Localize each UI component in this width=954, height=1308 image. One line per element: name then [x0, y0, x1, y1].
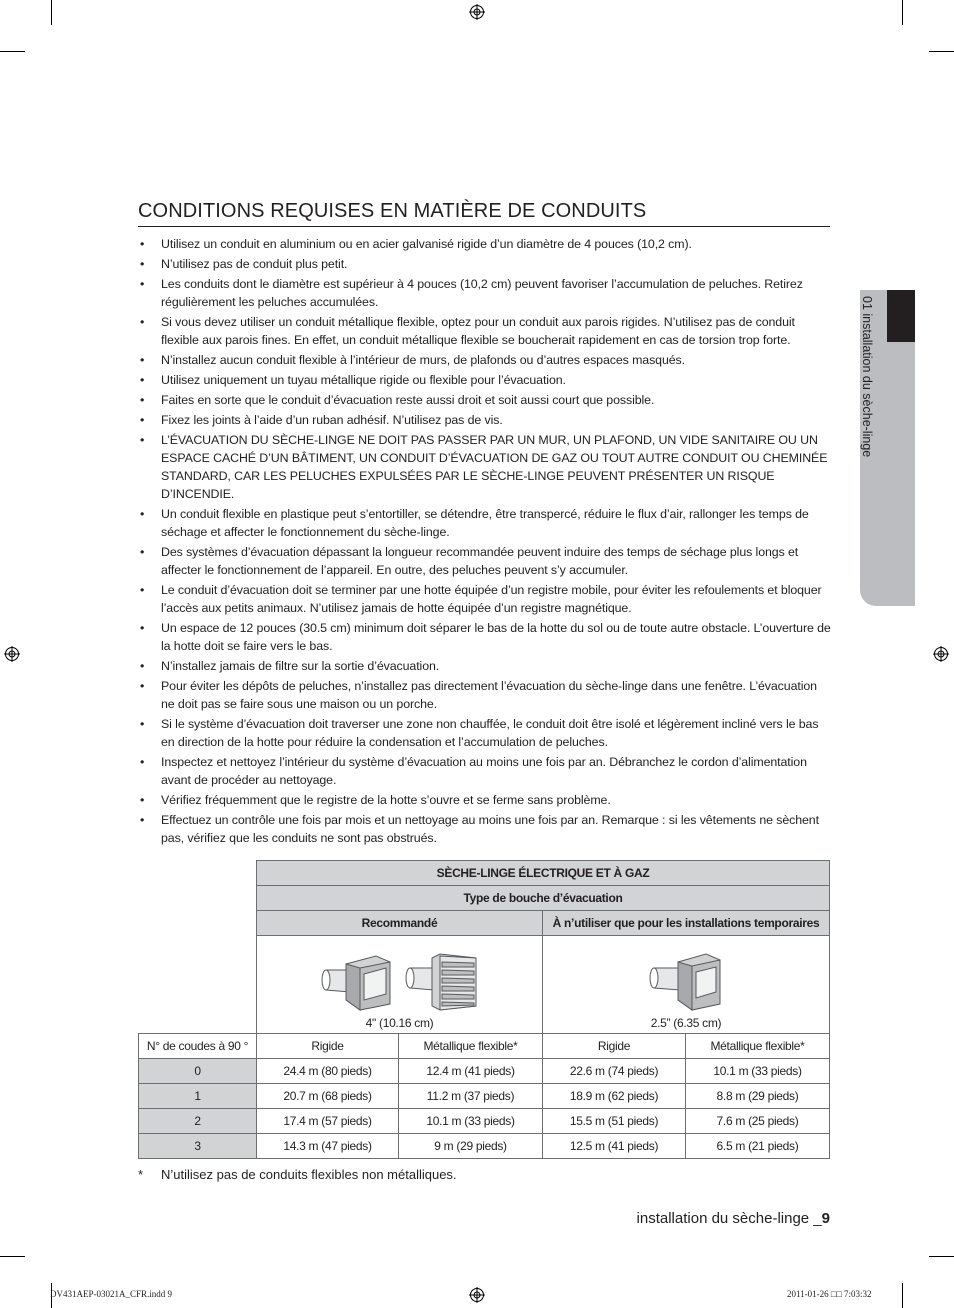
table-row: [139, 1134, 830, 1159]
list-item-text: N’utilisez pas de conduit plus petit.: [161, 257, 348, 271]
bullet-icon: •: [140, 315, 145, 329]
list-item: [138, 431, 832, 503]
list-item-text: Un espace de 12 pouces (30.5 cm) minimum doit séparer le bas de la hotte du sol ou de toute autre obstacle. L’ouverture de la hotte doit se faire vers le bas.: [161, 621, 831, 653]
list-item: [138, 255, 832, 273]
size-temporary: 2.5” (6.35 cm): [650, 1016, 722, 1030]
table-cell: 15.5 m (51 pieds): [543, 1109, 686, 1134]
bullet-icon: •: [140, 373, 145, 387]
table-cell: 20.7 m (68 pieds): [257, 1084, 399, 1109]
elbow-count: 2: [139, 1109, 257, 1134]
registration-mark-icon: [933, 646, 949, 662]
table-cell: 18.9 m (62 pieds): [543, 1084, 686, 1109]
bullet-icon: •: [140, 755, 145, 769]
bullet-icon: •: [140, 237, 145, 251]
temporary-hood-cell: [543, 936, 830, 1034]
bullet-icon: •: [140, 257, 145, 271]
vent-length-table: [138, 860, 830, 1159]
bullet-icon: •: [140, 679, 145, 693]
bullet-icon: •: [140, 659, 145, 673]
crop-mark: [51, 0, 52, 25]
crop-mark: [0, 51, 25, 52]
table-corner: [139, 911, 257, 936]
list-item: [138, 791, 832, 809]
list-item: [138, 657, 832, 675]
table-cell: 10.1 m (33 pieds): [686, 1059, 830, 1084]
table-cell: 11.2 m (37 pieds): [399, 1084, 543, 1109]
size-recommended: 4" (10.16 cm): [365, 1016, 434, 1030]
table-cell: 9 m (29 pieds): [399, 1134, 543, 1159]
bullet-icon: •: [140, 393, 145, 407]
recommended-hoods-cell: [257, 936, 543, 1034]
footnote-mark: *: [138, 1167, 144, 1182]
list-item: [138, 371, 832, 389]
table-cell: 10.1 m (33 pieds): [399, 1109, 543, 1134]
list-item-text: Effectuez un contrôle une fois par mois et un nettoyage au moins une fois par an. Remarque : si les vêtements ne sèchent pas, vérifiez que les conduits ne sont pas obstrués.: [161, 813, 819, 845]
date-slug: 2011-01-26 □□ 7:03:32: [787, 1289, 872, 1299]
list-item: [138, 619, 832, 655]
elbow-count: 3: [139, 1134, 257, 1159]
folio-text: installation du sèche-linge _: [636, 1210, 822, 1227]
list-item: [138, 543, 832, 579]
crop-mark: [902, 1283, 903, 1308]
table-cell: 12.4 m (41 pieds): [399, 1059, 543, 1084]
table-row: [139, 1109, 830, 1134]
table-row: [139, 1059, 830, 1084]
crop-mark: [0, 1256, 25, 1257]
table-row: [139, 1084, 830, 1109]
list-item-text: Si le système d’évacuation doit traverser une zone non chauffée, le conduit doit être isolé et légèrement incliné vers le bas en direction de la hotte pour réduire la condensation et l’accumulation de peluches.: [161, 717, 819, 749]
table-corner: [139, 936, 257, 1034]
footnote: [138, 1167, 457, 1182]
col-temporary: À n’utiliser que pour les installations temporaires: [543, 911, 830, 936]
footnote-text: N’utilisez pas de conduits flexibles non métalliques.: [161, 1167, 457, 1182]
table-cell: 8.8 m (29 pieds): [686, 1084, 830, 1109]
table-cell: 12.5 m (41 pieds): [543, 1134, 686, 1159]
table-cell: 6.5 m (21 pieds): [686, 1134, 830, 1159]
table-corner: [139, 886, 257, 911]
file-slug: DV431AEP-03021A_CFR.indd 9: [50, 1289, 173, 1299]
louvered-hood-icon: [320, 948, 396, 1012]
list-item: [138, 313, 832, 349]
list-item-text: Inspectez et nettoyez l’intérieur du système d’évacuation au moins une fois par an. Débranchez le cordon d’alimentation avant de procéder au nettoyage.: [161, 755, 807, 787]
row-header-label: N° de coudes à 90 °: [139, 1034, 257, 1059]
sub-header: Rigide: [257, 1034, 399, 1059]
section-title: CONDITIONS REQUISES EN MATIÈRE DE CONDUITS: [138, 199, 830, 227]
list-item-text: Un conduit flexible en plastique peut s’entortiller, se détendre, être transpercé, réduire le flux d’air, rallonger les temps de séchage et affecter le fonctionnement du sèche-linge.: [161, 507, 809, 539]
list-item-text: Pour éviter les dépôts de peluches, n’installez pas directement l’évacuation du sèche-linge dans une fenêtre. L’évacuation ne doit pas se faire sous une maison ou un porche.: [161, 679, 817, 711]
list-item-text: Le conduit d’évacuation doit se terminer par une hotte équipée d’un registre mobile, pour éviter les refoulements et bloquer l’accès aux petits animaux. N’utilisez jamais de hotte équipée d’un registre magnétique.: [161, 583, 822, 615]
list-item: [138, 411, 832, 429]
table-cell: 22.6 m (74 pieds): [543, 1059, 686, 1084]
chapter-tab-label: 01 installation du sèche-linge: [860, 296, 874, 458]
bullet-icon: •: [140, 583, 145, 597]
bullet-icon: •: [140, 813, 145, 827]
list-item-text: N’installez jamais de filtre sur la sortie d’évacuation.: [161, 659, 440, 673]
list-item: [138, 391, 832, 409]
elbow-count: 1: [139, 1084, 257, 1109]
table-cell: 7.6 m (25 pieds): [686, 1109, 830, 1134]
bullet-icon: •: [140, 793, 145, 807]
list-item: [138, 811, 832, 847]
page-number: 9: [821, 1210, 830, 1227]
list-item: [138, 753, 832, 789]
page-folio: [637, 1210, 830, 1227]
table-subtitle: Type de bouche d’évacuation: [257, 886, 830, 911]
table-cell: 24.4 m (80 pieds): [257, 1059, 399, 1084]
registration-mark-icon: [469, 1287, 485, 1303]
chapter-side-tab: [860, 290, 915, 606]
crop-mark: [902, 0, 903, 25]
registration-mark-icon: [4, 646, 20, 662]
bullet-icon: •: [140, 507, 145, 521]
list-item-text: N’installez aucun conduit flexible à l’intérieur de murs, de plafonds ou d’autres espaces masqués.: [161, 353, 685, 367]
registration-mark-icon: [469, 4, 485, 20]
crop-mark: [929, 51, 954, 52]
list-item-text: Les conduits dont le diamètre est supérieur à 4 pouces (10,2 cm) peuvent favoriser l’accumulation de peluches. Retirez régulièrement les peluches accumulées.: [161, 277, 803, 309]
grille-hood-icon: [404, 948, 480, 1012]
bullet-icon: •: [140, 413, 145, 427]
chapter-tab-marker: [887, 290, 915, 342]
list-item-text: Fixez les joints à l’aide d’un ruban adhésif. N’utilisez pas de vis.: [161, 413, 503, 427]
list-item: [138, 235, 832, 253]
requirements-list: [138, 235, 832, 849]
list-item-text: L’ÉVACUATION DU SÈCHE-LINGE NE DOIT PAS PASSER PAR UN MUR, UN PLAFOND, UN VIDE SANITAIRE OU UN ESPACE CACHÉ D’UN BÂTIMENT, UN CONDUIT D’ÉVACUATION DE GAZ OU TOUT AUTRE CONDUIT OU CHEMINÉE STANDARD, CAR LES PELUCHES EXPULSÉES PAR LE SÈCHE-LINGE PEUVENT PRÉSENTER UN RISQUE D’INCENDIE.: [161, 433, 828, 501]
list-item: [138, 677, 832, 713]
bullet-icon: •: [140, 621, 145, 635]
list-item-text: Faites en sorte que le conduit d’évacuation reste aussi droit et soit aussi court que possible.: [161, 393, 655, 407]
list-item: [138, 505, 832, 541]
bullet-icon: •: [140, 717, 145, 731]
list-item-text: Si vous devez utiliser un conduit métallique flexible, optez pour un conduit aux parois rigides. N’utilisez pas de conduit flexible aux parois fines. En effet, un conduit métallique flexible se boucherait rapidement en cas de torsion trop forte.: [161, 315, 795, 347]
table-title: SÈCHE-LINGE ÉLECTRIQUE ET À GAZ: [257, 861, 830, 886]
sub-header: Rigide: [543, 1034, 686, 1059]
list-item: [138, 275, 832, 311]
list-item-text: Utilisez uniquement un tuyau métallique rigide ou flexible pour l’évacuation.: [161, 373, 566, 387]
sub-header: Métallique flexible*: [686, 1034, 830, 1059]
bullet-icon: •: [140, 277, 145, 291]
table-cell: 14.3 m (47 pieds): [257, 1134, 399, 1159]
box-hood-icon: [648, 948, 724, 1012]
sub-header: Métallique flexible*: [399, 1034, 543, 1059]
list-item: [138, 351, 832, 369]
list-item: [138, 715, 832, 751]
bullet-icon: •: [140, 433, 145, 447]
bullet-icon: •: [140, 545, 145, 559]
elbow-count: 0: [139, 1059, 257, 1084]
list-item-text: Utilisez un conduit en aluminium ou en acier galvanisé rigide d’un diamètre de 4 pouces (10,2 cm).: [161, 237, 692, 251]
bullet-icon: •: [140, 353, 145, 367]
list-item-text: Des systèmes d’évacuation dépassant la longueur recommandée peuvent induire des temps de séchage plus longs et affecter le fonctionnement de l’appareil. En outre, des peluches peuvent s’y accumuler.: [161, 545, 799, 577]
list-item-text: Vérifiez fréquemment que le registre de la hotte s’ouvre et se ferme sans problème.: [161, 793, 611, 807]
list-item: [138, 581, 832, 617]
crop-mark: [929, 1256, 954, 1257]
col-recommended: Recommandé: [257, 911, 543, 936]
table-cell: 17.4 m (57 pieds): [257, 1109, 399, 1134]
table-corner: [139, 861, 257, 886]
